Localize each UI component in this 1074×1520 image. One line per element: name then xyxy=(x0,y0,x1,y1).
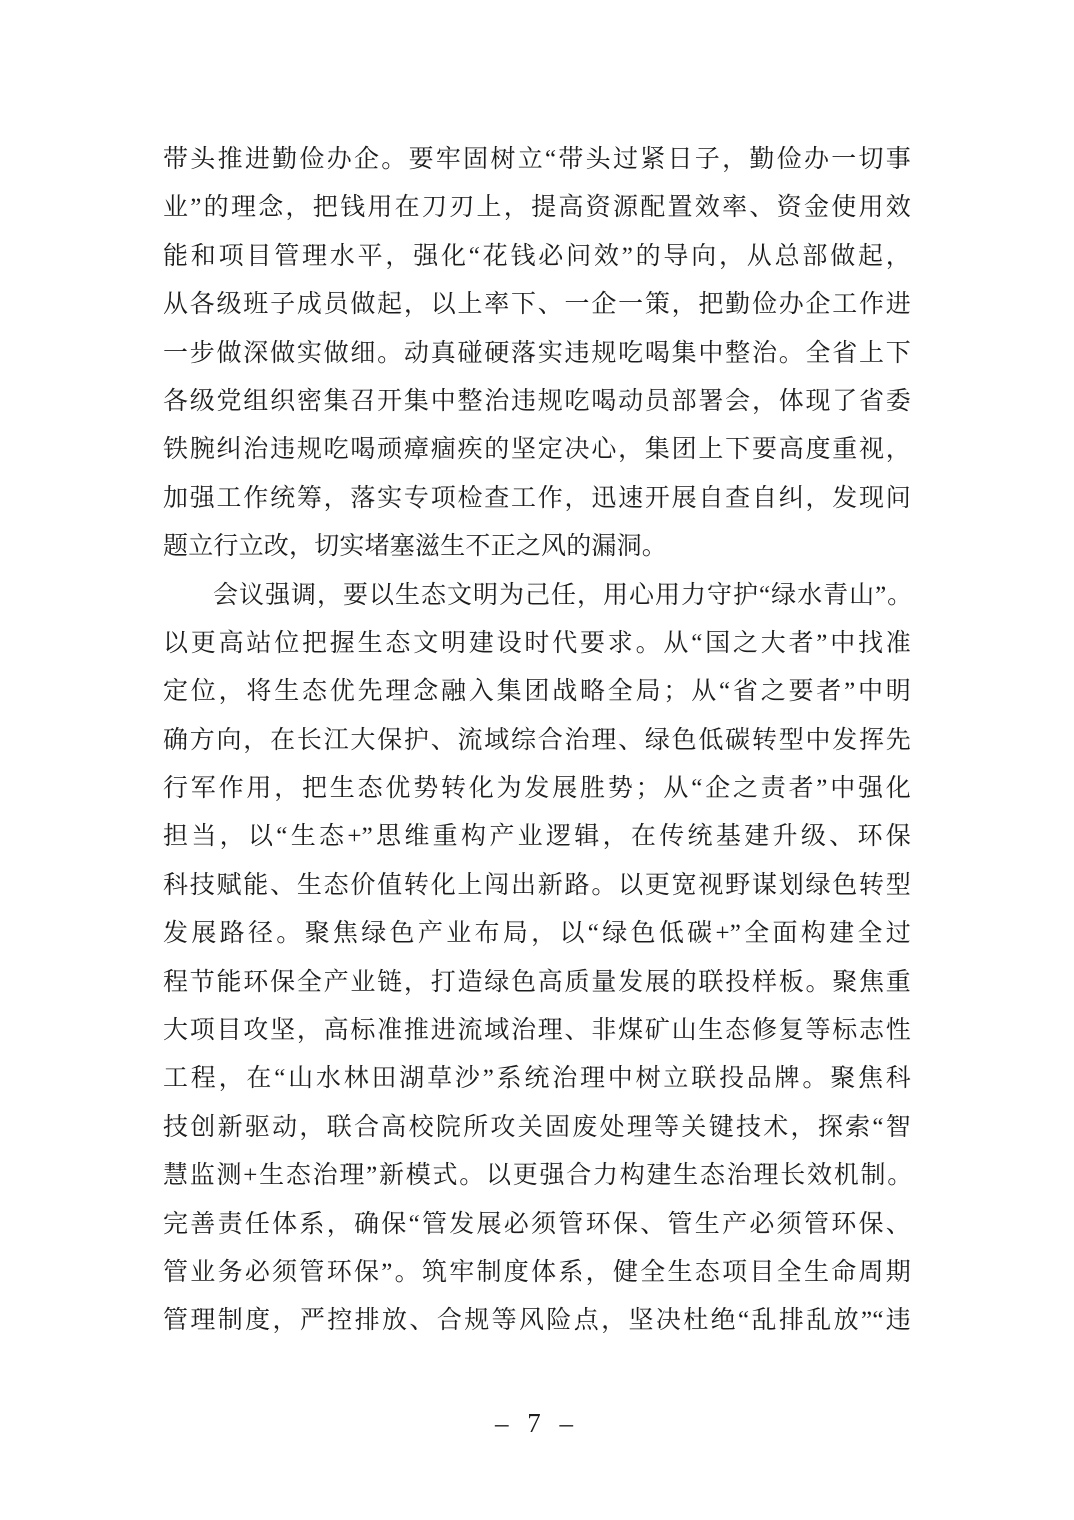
text-line: 业”的理念，把钱用在刀刃上，提高资源配置效率、资金使用效 xyxy=(163,194,911,222)
text-line: 担当，以“生态+”思维重构产业逻辑，在传统基建升级、环保 xyxy=(163,823,911,851)
text-line: 科技赋能、生态价值转化上闯出新路。以更宽视野谋划绿色转型 xyxy=(163,871,911,899)
text-line: 各级党组织密集召开集中整治违规吃喝动员部署会，体现了省委 xyxy=(163,387,911,415)
text-line: 定位，将生态优先理念融入集团战略全局；从“省之要者”中明 xyxy=(163,678,911,706)
text-line: 从各级班子成员做起，以上率下、一企一策，把勤俭办企工作进 xyxy=(163,291,911,319)
text-line: 会议强调，要以生态文明为己任，用心用力守护“绿水青山”。 xyxy=(213,581,911,609)
text-line: 工程，在“山水林田湖草沙”系统治理中树立联投品牌。聚焦科 xyxy=(163,1065,911,1093)
text-line: 确方向，在长江大保护、流域综合治理、绿色低碳转型中发挥先 xyxy=(163,726,911,754)
text-line: 带头推进勤俭办企。要牢固树立“带头过紧日子，勤俭办一切事 xyxy=(163,146,911,173)
paragraph-2 xyxy=(163,572,911,1346)
text-line: 完善责任体系，确保“管发展必须管环保、管生产必须管环保、 xyxy=(163,1210,911,1238)
text-line: 技创新驱动，联合高校院所攻关固废处理等关键技术，探索“智 xyxy=(163,1113,911,1141)
text-line: 程节能环保全产业链，打造绿色高质量发展的联投样板。聚焦重 xyxy=(163,968,911,996)
body-text xyxy=(163,136,911,1346)
text-line: 一步做深做实做细。动真碰硬落实违规吃喝集中整治。全省上下 xyxy=(163,339,911,367)
text-line: 以更高站位把握生态文明建设时代要求。从“国之大者”中找准 xyxy=(163,629,911,657)
text-line: 行军作用，把生态优势转化为发展胜势；从“企之责者”中强化 xyxy=(163,775,911,803)
text-line: 能和项目管理水平，强化“花钱必问效”的导向，从总部做起， xyxy=(163,242,911,270)
text-line: 发展路径。聚焦绿色产业布局，以“绿色低碳+”全面构建全过 xyxy=(163,920,911,948)
text-line: 加强工作统筹，落实专项检查工作，迅速开展自查自纠，发现问 xyxy=(163,484,911,512)
text-line: 慧监测+生态治理”新模式。以更强合力构建生态治理长效机制。 xyxy=(163,1162,911,1190)
text-line: 管业务必须管环保”。筑牢制度体系，健全生态项目全生命周期 xyxy=(163,1258,911,1286)
text-line: 大项目攻坚，高标准推进流域治理、非煤矿山生态修复等标志性 xyxy=(163,1017,911,1045)
text-line: 题立行立改，切实堵塞滋生不正之风的漏洞。 xyxy=(163,533,668,561)
page-number: – 7 – xyxy=(495,1408,579,1438)
text-line: 管理制度，严控排放、合规等风险点，坚决杜绝“乱排乱放”“违 xyxy=(163,1307,911,1335)
text-line: 铁腕纠治违规吃喝顽瘴痼疾的坚定决心，集团上下要高度重视， xyxy=(163,436,911,464)
paragraph-1 xyxy=(163,136,911,572)
